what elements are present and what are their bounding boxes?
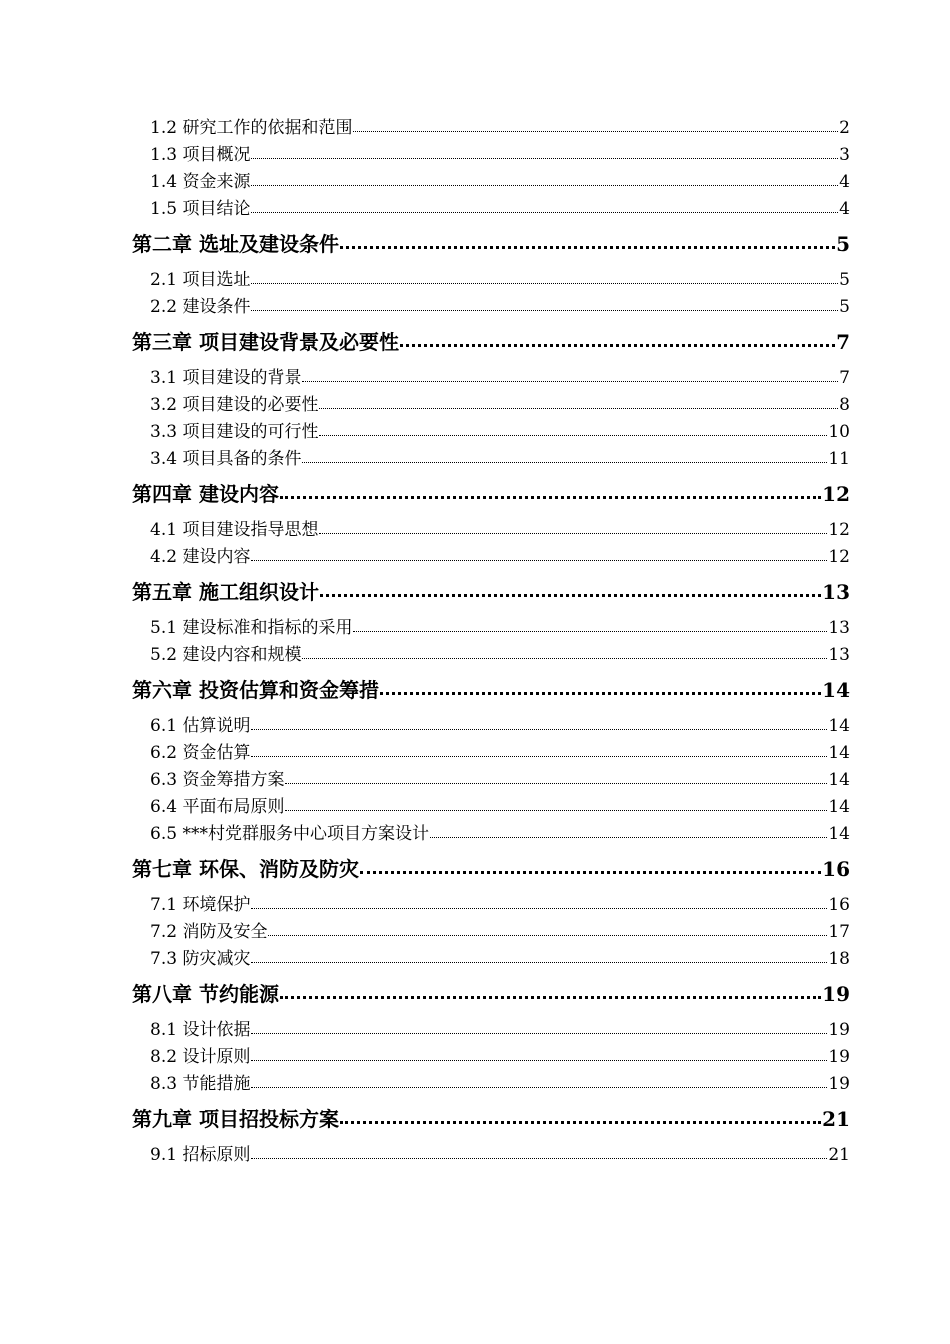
toc-page-number: 12 [828, 547, 850, 567]
toc-section-entry[interactable] [150, 892, 850, 919]
toc-dot-leader [340, 1106, 821, 1126]
toc-entry-title: 7.2 消防及安全 [150, 922, 268, 942]
toc-dot-leader [430, 822, 827, 839]
toc-page-number: 7 [839, 368, 850, 388]
toc-dot-leader [285, 795, 827, 812]
toc-dot-leader [251, 545, 827, 562]
toc-entry-title: 1.2 研究工作的依据和范围 [150, 118, 353, 138]
toc-page-number: 14 [828, 797, 850, 817]
toc-page-number: 14 [828, 824, 850, 844]
toc-page-number: 5 [839, 297, 850, 317]
toc-dot-leader [319, 393, 838, 410]
toc-dot-leader [251, 1045, 827, 1062]
toc-entry-title: 3.4 项目具备的条件 [150, 449, 302, 469]
toc-entry-title: 4.2 建设内容 [150, 547, 251, 567]
toc-chapter-entry[interactable] [132, 674, 850, 706]
toc-section-entry[interactable] [150, 544, 850, 571]
toc-dot-leader [360, 856, 821, 876]
toc-entry-title: 3.2 项目建设的必要性 [150, 395, 319, 415]
toc-section-entry[interactable] [150, 794, 850, 821]
toc-page-number: 13 [828, 645, 850, 665]
toc-entry-title: 第三章 项目建设背景及必要性 [132, 330, 399, 354]
toc-entry-title: 第二章 选址及建设条件 [132, 232, 339, 256]
toc-page-number: 11 [828, 449, 850, 469]
toc-chapter-entry[interactable] [132, 576, 850, 608]
toc-page-number: 14 [822, 678, 850, 702]
toc-dot-leader [251, 1143, 827, 1160]
toc-dot-leader [320, 579, 821, 599]
toc-page-number: 7 [836, 330, 850, 354]
toc-page-number: 18 [828, 949, 850, 969]
toc-entry-title: 1.3 项目概况 [150, 145, 251, 165]
toc-section-entry[interactable] [150, 919, 850, 946]
toc-section-entry[interactable] [150, 642, 850, 669]
toc-section-entry[interactable] [150, 1071, 850, 1098]
toc-entry-title: 3.1 项目建设的背景 [150, 368, 302, 388]
toc-chapter-entry[interactable] [132, 478, 850, 510]
toc-entry-title: 第九章 项目招投标方案 [132, 1107, 339, 1131]
toc-entry-title: 7.1 环境保护 [150, 895, 251, 915]
toc-section-entry[interactable] [150, 419, 850, 446]
toc-dot-leader [251, 268, 838, 285]
toc-section-entry[interactable] [150, 767, 850, 794]
toc-page-number: 14 [828, 716, 850, 736]
toc-dot-leader [353, 116, 838, 133]
toc-entry-title: 6.4 平面布局原则 [150, 797, 285, 817]
toc-page-number: 19 [828, 1020, 850, 1040]
toc-dot-leader [251, 714, 827, 731]
toc-section-entry[interactable] [150, 1044, 850, 1071]
toc-page-number: 5 [839, 270, 850, 290]
toc-page-number: 3 [839, 145, 850, 165]
toc-section-entry[interactable] [150, 615, 850, 642]
toc-dot-leader [251, 295, 838, 312]
toc-section-entry[interactable] [150, 392, 850, 419]
toc-dot-leader [280, 981, 821, 1001]
toc-chapter-entry[interactable] [132, 1103, 850, 1135]
toc-dot-leader [319, 420, 827, 437]
toc-section-entry[interactable] [150, 446, 850, 473]
toc-entry-title: 第八章 节约能源 [132, 982, 279, 1006]
toc-entry-title: 9.1 招标原则 [150, 1145, 251, 1165]
toc-page-number: 13 [822, 580, 850, 604]
toc-entry-title: 3.3 项目建设的可行性 [150, 422, 319, 442]
toc-entry-title: 1.4 资金来源 [150, 172, 251, 192]
toc-dot-leader [280, 481, 821, 501]
toc-entry-title: 6.5 ***村党群服务中心项目方案设计 [150, 824, 429, 844]
toc-entry-title: 第六章 投资估算和资金筹措 [132, 678, 379, 702]
toc-page-number: 16 [822, 857, 850, 881]
toc-page-number: 10 [828, 422, 850, 442]
toc-entry-title: 第五章 施工组织设计 [132, 580, 319, 604]
toc-page-number: 14 [828, 770, 850, 790]
toc-section-entry[interactable] [150, 365, 850, 392]
toc-page-number: 12 [828, 520, 850, 540]
toc-dot-leader [251, 143, 838, 160]
toc-entry-title: 6.3 资金筹措方案 [150, 770, 285, 790]
toc-section-entry[interactable] [150, 740, 850, 767]
toc-section-entry[interactable] [150, 115, 850, 142]
toc-page-number: 4 [839, 172, 850, 192]
toc-section-entry[interactable] [150, 196, 850, 223]
toc-page-number: 13 [828, 618, 850, 638]
toc-entry-title: 2.1 项目选址 [150, 270, 251, 290]
toc-dot-leader [319, 518, 827, 535]
toc-dot-leader [251, 893, 827, 910]
toc-entry-title: 8.3 节能措施 [150, 1074, 251, 1094]
toc-entry-title: 7.3 防灾减灾 [150, 949, 251, 969]
toc-dot-leader [302, 447, 827, 464]
toc-dot-leader [302, 366, 838, 383]
toc-section-entry[interactable] [150, 1017, 850, 1044]
toc-section-entry[interactable] [150, 1142, 850, 1169]
toc-entry-title: 第七章 环保、消防及防灾 [132, 857, 359, 881]
toc-entry-title: 1.5 项目结论 [150, 199, 251, 219]
toc-entry-title: 第四章 建设内容 [132, 482, 279, 506]
toc-chapter-entry[interactable] [132, 853, 850, 885]
toc-page-number: 2 [839, 118, 850, 138]
toc-page-number: 17 [828, 922, 850, 942]
toc-page-number: 19 [828, 1074, 850, 1094]
toc-dot-leader [251, 741, 827, 758]
toc-page-number: 16 [828, 895, 850, 915]
toc-page-number: 19 [822, 982, 850, 1006]
toc-dot-leader [251, 197, 838, 214]
toc-section-entry[interactable] [150, 267, 850, 294]
toc-entry-title: 4.1 项目建设指导思想 [150, 520, 319, 540]
toc-dot-leader [302, 643, 827, 660]
toc-dot-leader [251, 170, 838, 187]
toc-section-entry[interactable] [150, 169, 850, 196]
toc-entry-title: 2.2 建设条件 [150, 297, 251, 317]
toc-section-entry[interactable] [150, 821, 850, 848]
toc-entry-title: 6.1 估算说明 [150, 716, 251, 736]
toc-chapter-entry[interactable] [132, 326, 850, 358]
toc-chapter-entry[interactable] [132, 228, 850, 260]
toc-entry-title: 5.2 建设内容和规模 [150, 645, 302, 665]
toc-section-entry[interactable] [150, 946, 850, 973]
toc-dot-leader [251, 1018, 827, 1035]
toc-page-number: 8 [839, 395, 850, 415]
toc-entry-title: 6.2 资金估算 [150, 743, 251, 763]
toc-dot-leader [353, 616, 827, 633]
toc-section-entry[interactable] [150, 713, 850, 740]
toc-dot-leader [400, 329, 835, 349]
toc-dot-leader [340, 231, 835, 251]
toc-dot-leader [268, 920, 827, 937]
toc-section-entry[interactable] [150, 142, 850, 169]
toc-page-number: 21 [822, 1107, 850, 1131]
toc-entry-title: 8.2 设计原则 [150, 1047, 251, 1067]
toc-chapter-entry[interactable] [132, 978, 850, 1010]
toc-dot-leader [251, 1072, 827, 1089]
toc-dot-leader [285, 768, 827, 785]
toc-page-number: 14 [828, 743, 850, 763]
toc-section-entry[interactable] [150, 294, 850, 321]
toc-page-number: 5 [836, 232, 850, 256]
toc-page-number: 21 [828, 1145, 850, 1165]
toc-dot-leader [251, 947, 827, 964]
toc-page-number: 19 [828, 1047, 850, 1067]
toc-page-number: 4 [839, 199, 850, 219]
toc-entry-title: 5.1 建设标准和指标的采用 [150, 618, 353, 638]
toc-section-entry[interactable] [150, 517, 850, 544]
toc-entry-title: 8.1 设计依据 [150, 1020, 251, 1040]
toc-dot-leader [380, 677, 821, 697]
toc-page-number: 12 [822, 482, 850, 506]
